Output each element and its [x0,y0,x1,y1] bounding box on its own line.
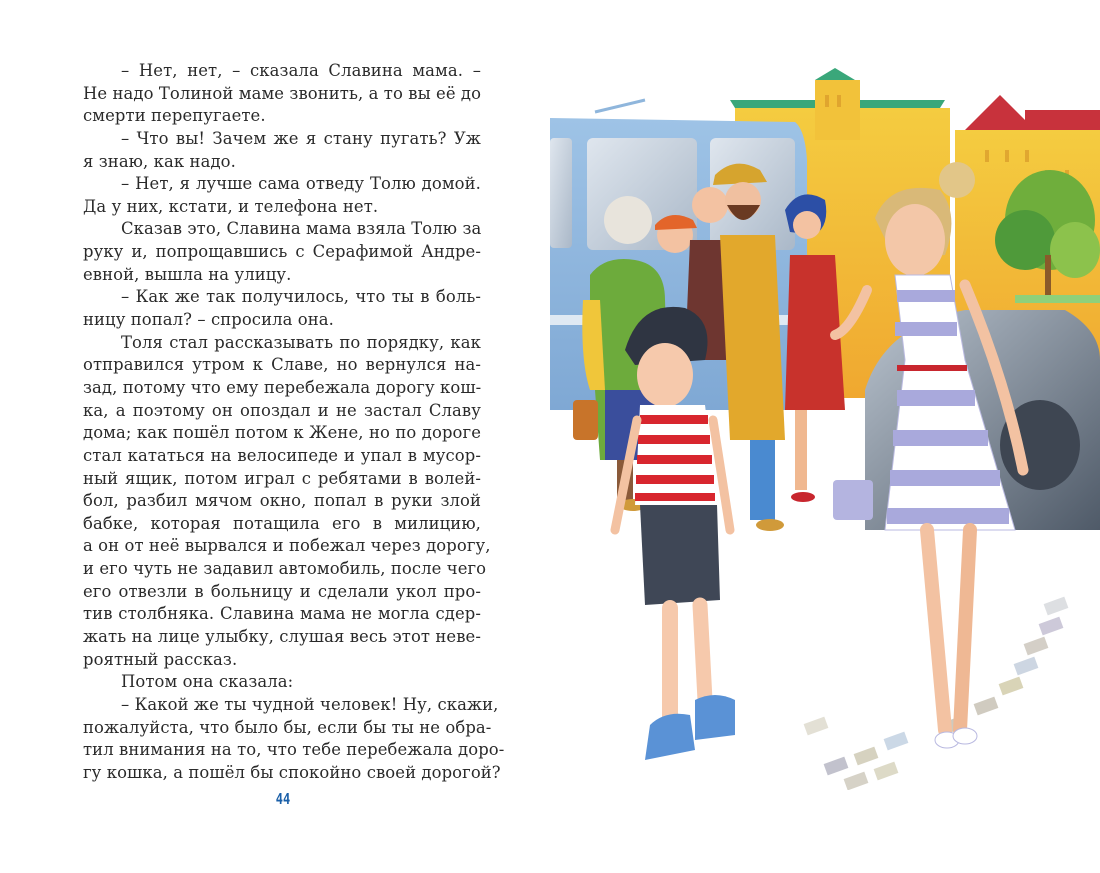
text-line: его отвезли в больницу и сделали укол про- [83,581,481,601]
text-line: стал кататься на велосипеде и упал в мусор- [83,445,481,465]
text-line: отправился утром к Славе, но вернулся на- [83,355,481,375]
text-line: Потом она сказала: [121,672,294,692]
text-line: – Нет, я лучше сама отведу Толю домой. [121,174,481,194]
text-line: руку и, попрощавшись с Серафимой Андре- [83,242,481,262]
text-line: гу кошка, а пошёл бы спокойно своей дорогой? [83,762,501,782]
text-line: – Какой же ты чудной человек! Ну, скажи, [121,694,499,714]
text-line: Сказав это, Славина мама взяла Толю за [121,219,482,239]
text-line: дома; как пошёл потом к Жене, но по дороге [83,423,481,443]
text-line: жать на лице улыбку, слушая весь этот неве- [83,627,481,647]
text-line: ницу попал? – спросила она. [83,310,334,330]
text-line: ка, а поэтому он опоздал и не застал Славу [83,400,481,420]
text-line: – Как же так получилось, что ты в боль- [121,287,481,307]
text-line: Да у них, кстати, и телефона нет. [83,196,379,216]
text-line: Не надо Толиной маме звонить, а то вы её до [83,83,482,103]
text-line: зад, потому что ему перебежала дорогу кош- [83,377,482,397]
text-line: бол, разбил мячом окно, попал в руки злой [83,491,481,511]
text-line: смерти перепугаете. [83,106,266,126]
text-line: ный ящик, потом играл с ребятами в волей- [83,468,481,488]
story-illustration [545,60,1100,790]
text-line: бабке, которая потащила его в милицию, [83,513,481,533]
text-line: тив столбняка. Славина мама не могла сдер- [83,604,481,624]
text-line: – Нет, нет, – сказала Славина мама. – [121,61,481,80]
text-line: и его чуть не задавил автомобиль, после чего [83,559,487,579]
text-line: пожалуйста, что было бы, если бы ты не обра- [83,717,492,737]
page-text [83,60,505,785]
page-number: 44 [275,790,291,808]
text-line: а он от неё вырвался и побежал через дорогу, [83,536,491,556]
text-line: Толя стал рассказывать по порядку, как [121,332,481,352]
text-line: – Что вы! Зачем же я стану пугать? Уж [121,128,481,148]
text-line: тил внимания на то, что тебе перебежала доро- [83,740,505,760]
text-line: роятный рассказ. [83,649,238,669]
text-line: евной, вышла на улицу. [83,264,292,284]
text-line: я знаю, как надо. [83,151,236,171]
